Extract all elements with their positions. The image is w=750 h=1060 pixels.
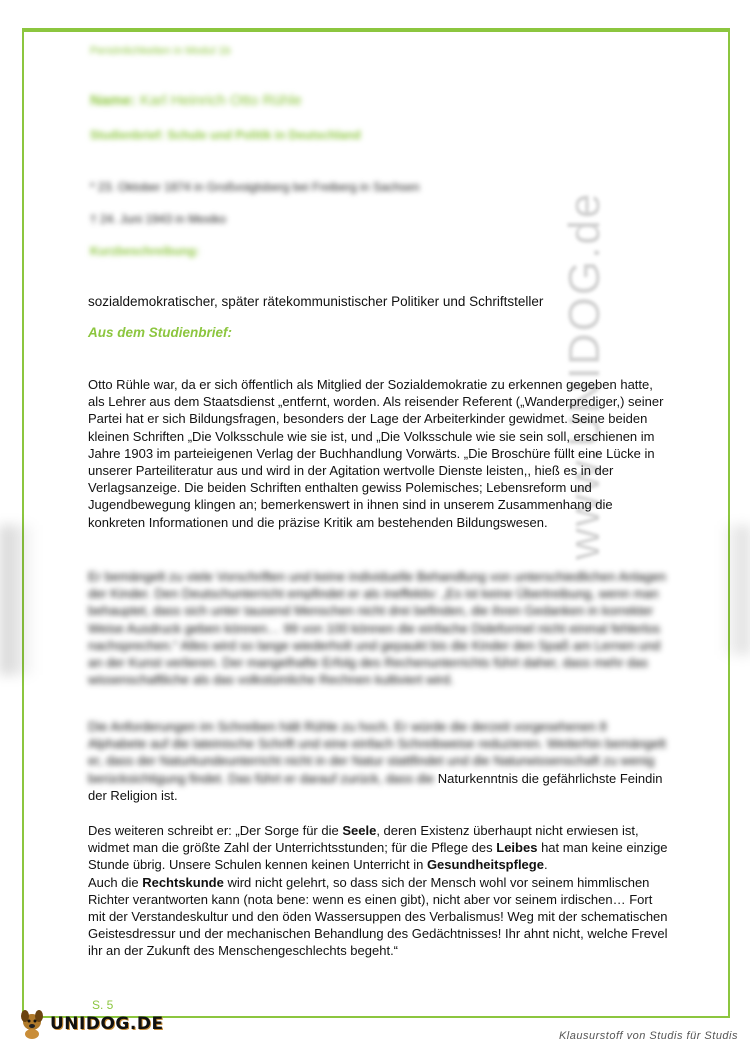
scan-shadow-left <box>0 525 36 675</box>
name-line <box>90 92 302 109</box>
para4-text-g: . <box>543 857 548 873</box>
study-letter-title: Studienbrief: Schule und Politik in Deutschland <box>90 128 361 142</box>
death-info: † 24. Juni 1943 in Mexiko <box>90 212 227 226</box>
paragraph-3 <box>88 718 668 804</box>
logo-text: UNIDOG.DE <box>50 1014 164 1034</box>
para5-text-a: Auch die <box>88 874 143 890</box>
para4-bold-leibes: Leibes <box>496 840 538 856</box>
para4-text-a: Des weiteren schreibt er: „Der Sorge für die <box>88 823 343 838</box>
birth-info: * 23. Oktober 1874 in Großvoigtsberg bei Freiberg in Sachsen <box>90 180 420 194</box>
para4-bold-seele: Seele <box>342 823 377 838</box>
paragraph-1: Otto Rühle war, da er sich öffentlich als Mitglied der Sozialdemokratie zu erkennen gegeben hatte, als Lehrer aus dem Staatsdienst „entfernt, worden. Als reisender Referent („Wanderprediger,) seiner Partei hat er sich Bildungsfragen, besonders der Lage der Arbeiterkinder gewidmet. Seine beiden kleinen Schriften „Die Volksschule wie sie ist, und „Die Volksschule wie sie sein soll, erschienen im Jahre 1903 im parteieigenen Verlag der Buchhandlung Vorwärts. „Die Broschüre füllt eine Lücke in unserer Parteiliteratur aus und wird in der Agitation wertvolle Dienste leisten,, hieß es in der Verlagsanzeige. Die beiden Schriften enthalten gewiss Polemisches; Lebensreform und Jugendbewegung klingen an; bemerkenswert in ihnen sind in unserem Zusammenhang die konkreten Informationen und die präzise Kritik am bestehenden Bildungswesen. <box>88 377 664 530</box>
paragraph-2: Er bemängelt zu viele Vorschriften und keine individuelle Behandlung von unterschiedlichen Anlagen der Kinder. Den Deutschunterricht empfindet er als ineffektiv: „Es ist keine Übertreibung, wenn man behauptet, dass sich unter tausend Menschen nicht drei befinden, die ihren Gedanken in korrekter Weise Ausdruck geben können… 99 von 100 können die einfache Dideformel nicht einmal fehlerlos nachsprechen.“ Alles wird so lange wiederholt und gepaukt bis die Kinder den Spaß am Lernen und an der Kunst verlieren. Der mangelhafte Erfolg des Rechenunterrichts führt daher, dass mehr das wissenschaftliche als das volkstümliche Rechnen kultiviert wird. <box>88 569 667 688</box>
page-number: S. 5 <box>92 998 114 1012</box>
para4-text-e: hat man keine einzige Stunde übrig. Unsere Schulen kennen keinen Unterricht in <box>88 840 668 873</box>
paragraph-3-clear: Naturkenntnis die gefährlichste Feindin der Religion ist. <box>88 770 663 803</box>
para5-text-c: wird nicht gelehrt, so dass sich der Mensch wohl vor seinem himmlischen Richter verantworten kann (nota bene: wenn es einen gibt), nicht aber vor seinem irdischen… Fort mit der Verstandeskultur und den öden Wassersuppen des Verbalismus! Weg mit der schematischen Geistesdressur und der mechanischen Behandlung des Gedächtnisses! Ihr ahnt nicht, welche Frevel ihr an der Zukunft des Menschengeschlechts begeht.“ <box>88 874 668 959</box>
short-description: sozialdemokratischer, später rätekommunistischer Politiker und Schriftsteller <box>88 294 544 309</box>
short-description-label: Kurzbeschreibung: <box>90 244 200 258</box>
para5-bold-rechtskunde: Rechtskunde <box>142 874 224 890</box>
watermark-text: www.UNIDOG.de <box>560 191 609 560</box>
name-value: Karl Heinrich Otto Rühle <box>140 92 302 109</box>
paragraph-4 <box>88 822 668 960</box>
para4-text-c: , deren Existenz überhaupt nicht erwiesen ist, widmet man die größte Zahl der Unterrichtsstunden; für die Pflege des <box>88 823 639 856</box>
para4-bold-gesundheit: Gesundheitspflege <box>426 857 544 873</box>
module-note: Persönlichkeiten in Modul 1b <box>90 45 231 57</box>
footer-credit: Klausurstoff von Studis für Studis <box>558 1030 738 1042</box>
scan-shadow-right <box>720 525 750 655</box>
section-heading: Aus dem Studienbrief: <box>88 325 233 340</box>
unidog-logo[interactable] <box>14 1004 164 1044</box>
paragraph-3-blurred: Die Anforderungen im Schreiben hält Rühle zu hoch. Er würde die derzeit vorgesehenen 8 Alphabete auf die lateinische Schrift und eine einfach Schreibweise reduzieren. Weiterhin bemängelt er, dass der Naturkundeunterricht nicht in der Natur stattfindet und die Naturwissenschaft zu wenig berücksichtigung findet. Das führt er darauf zurück, dass die <box>88 719 666 786</box>
name-label: Name: <box>90 92 136 109</box>
